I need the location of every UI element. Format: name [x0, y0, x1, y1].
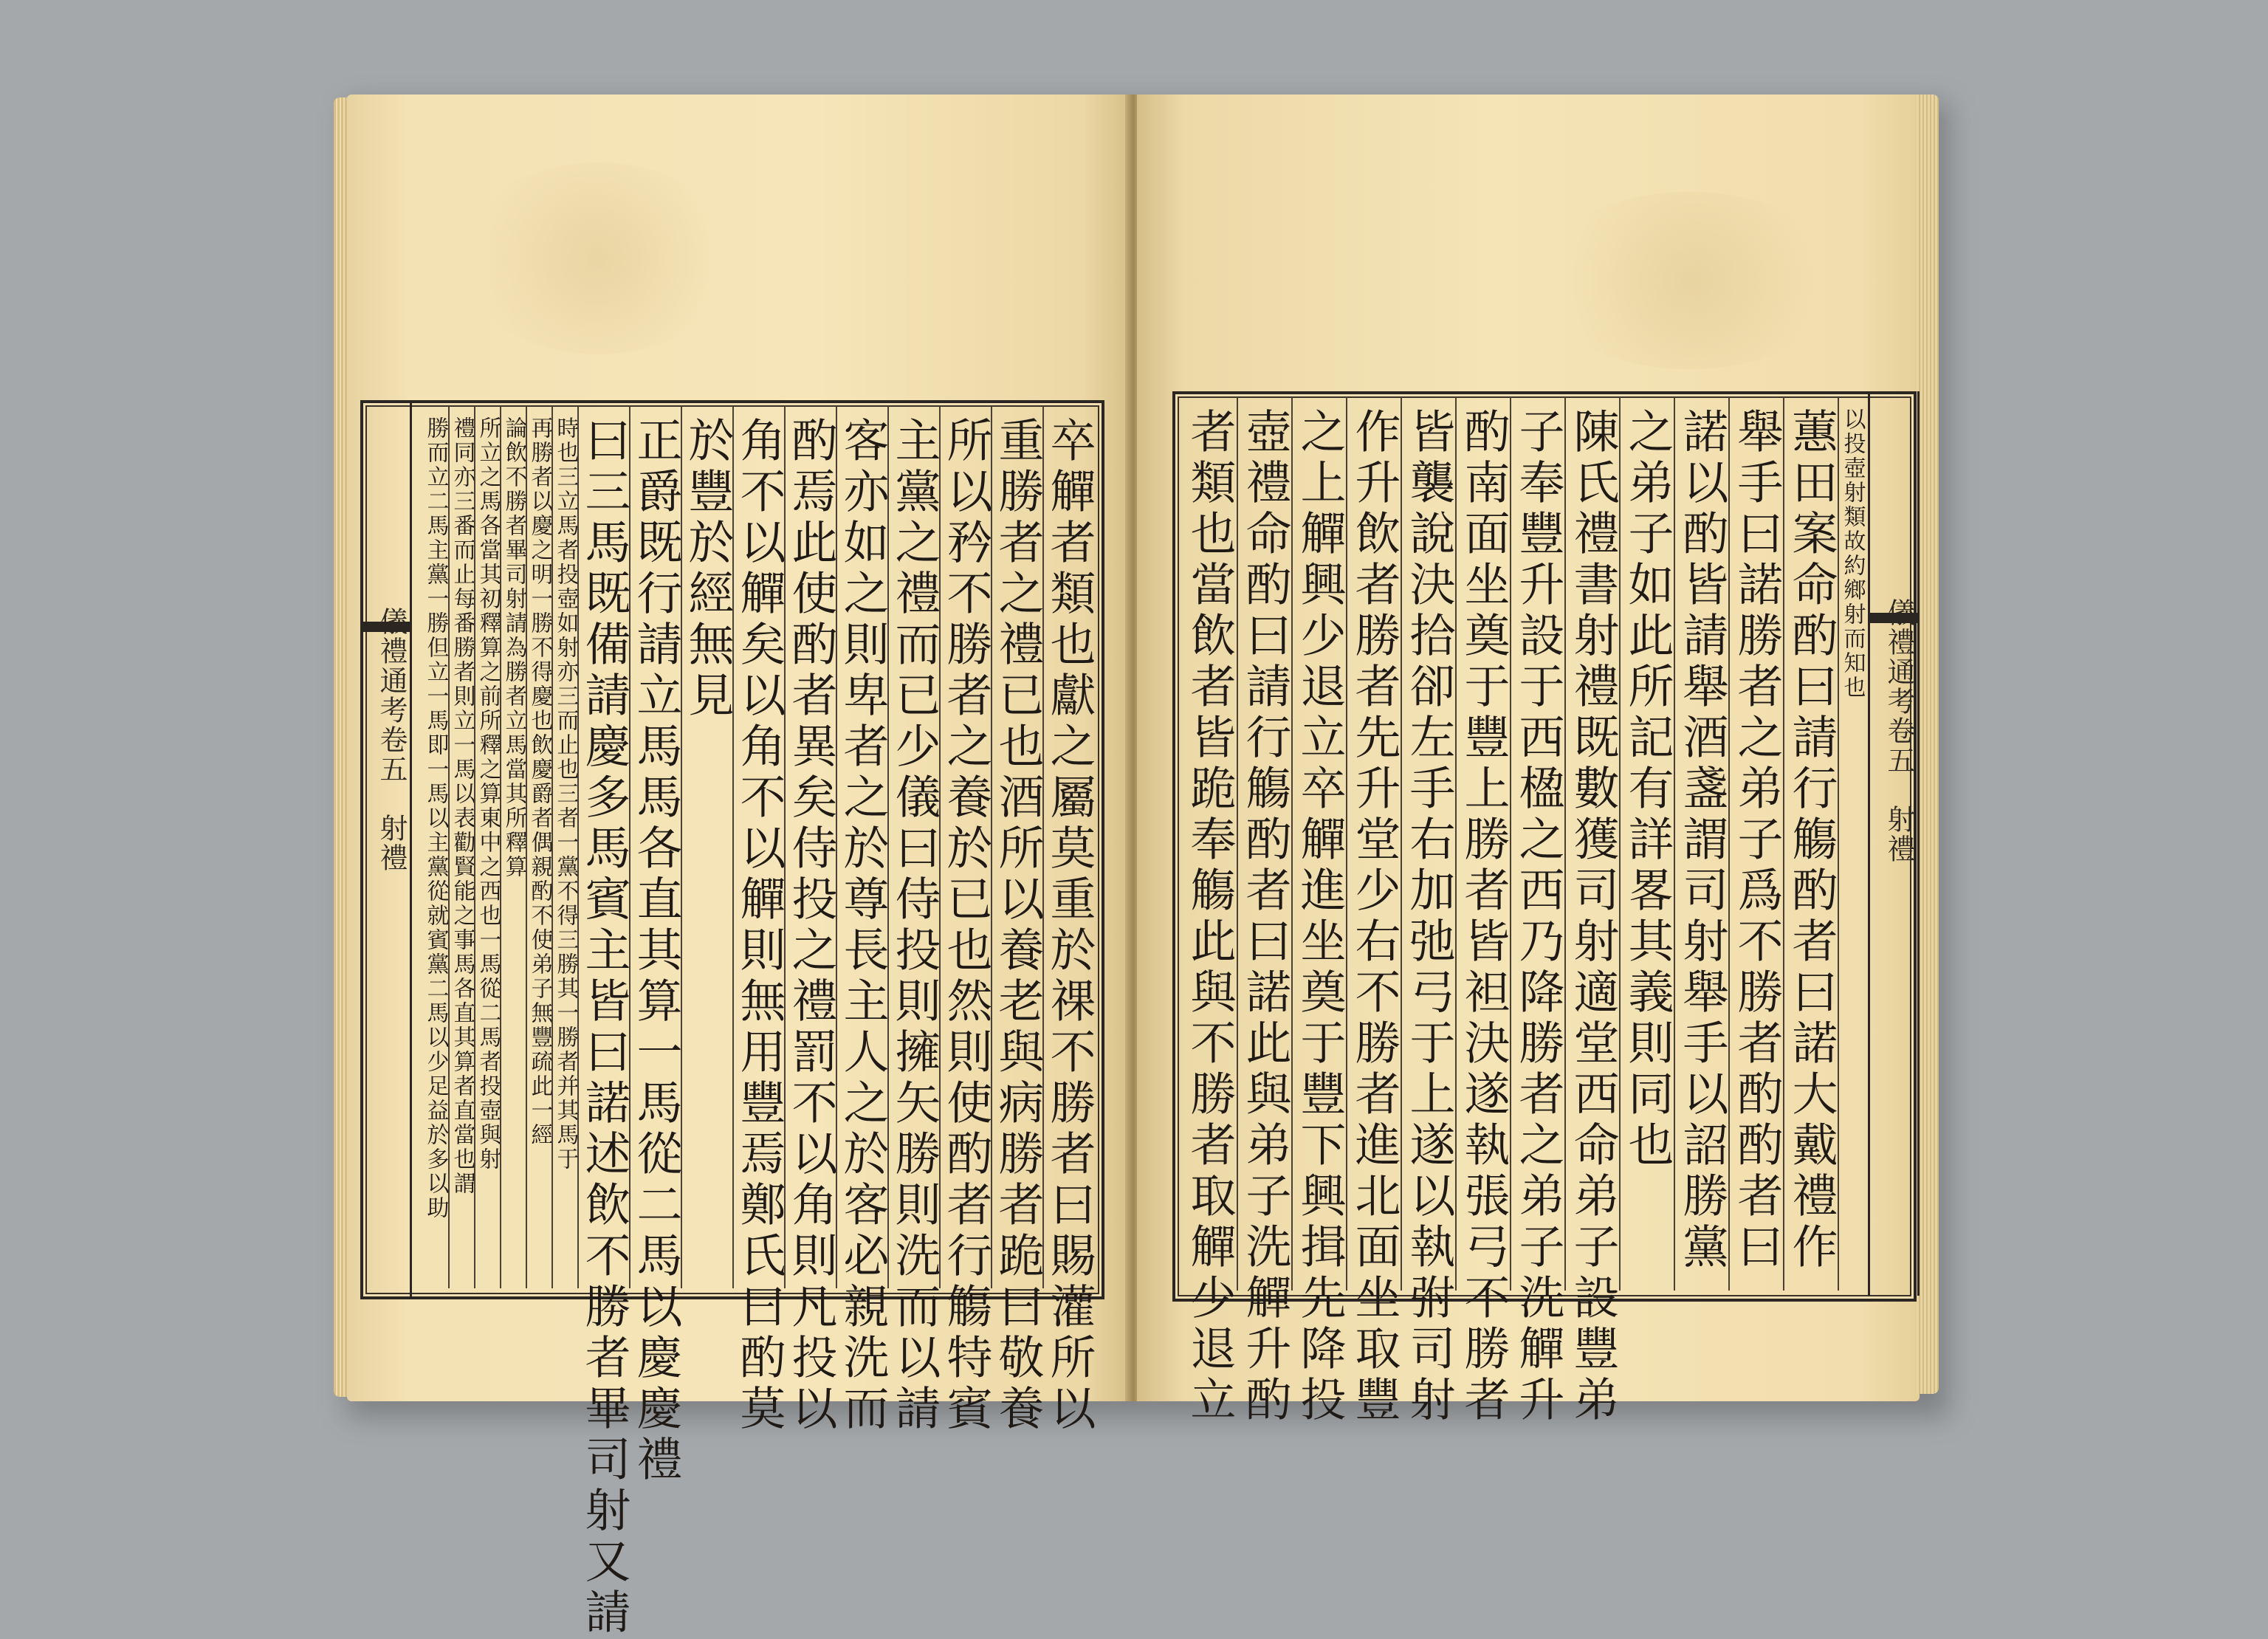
text-column: [1674, 397, 1728, 1291]
text-column: [836, 406, 890, 1435]
text-column: [1291, 397, 1347, 1426]
text-column: [1182, 397, 1237, 1426]
commentary-column: [500, 406, 526, 1288]
commentary-text: 再勝者以慶之明一勝不得慶也飲慶爵者偶親酌不使弟子無豐疏此一經: [526, 416, 553, 1147]
text-column: [991, 406, 1045, 1435]
text-column: [939, 406, 993, 1435]
commentary-text: 禮同亦三番而止每番勝者則立一馬以表勸賢能之事馬各直其算者直當也謂: [449, 416, 475, 1196]
commentary-column: [526, 406, 551, 1288]
text-column: [1042, 406, 1096, 1435]
column-text: 酌焉此使酌者異矣侍投之禮罰不以角則凡投以: [784, 416, 838, 1435]
column-text: 作升飲者勝者先升堂少右不勝者進北面坐取豐: [1347, 408, 1401, 1426]
column-text: 子奉豐升設于西楹之西乃降勝者之弟子洗觶升: [1511, 408, 1565, 1426]
right-page-edges: [1917, 95, 1939, 1394]
paper-stain: [1536, 192, 1846, 369]
column-text: 諾以酌皆請舉酒盞謂司射舉手以詔勝黨: [1675, 408, 1729, 1274]
text-column: [577, 406, 631, 1639]
commentary-column: [474, 406, 500, 1288]
text-column: [629, 406, 683, 1486]
commentary-text: 所立之馬各當其初釋算之前所釋之算東中之西也一馬從二馬者投壺與射: [475, 416, 501, 1172]
commentary-column: [551, 406, 577, 1288]
left-fold-margin: [360, 400, 412, 1299]
commentary-text: 勝而立二馬主黨一勝但立一馬即一馬以主黨從就賓黨二馬以少足益於多以助: [422, 416, 449, 1220]
column-text: 客亦如之則卑者之於尊長主人之於客必親洗而: [836, 416, 890, 1435]
column-text: 皆襲說決拾卻左手右加弛弓于上遂以執弣司射: [1402, 408, 1456, 1426]
column-text: 舉手曰諾勝者之弟子爲不勝者酌酌者曰: [1730, 408, 1784, 1274]
right-text-columns: [1178, 397, 1866, 1426]
text-column: [887, 406, 941, 1435]
text-column: [1346, 397, 1401, 1426]
text-column: [1455, 397, 1511, 1426]
column-text: 於豐於經無見: [681, 416, 735, 722]
column-text: 之弟子如此所記有詳畧其義則同也: [1621, 408, 1674, 1172]
commentary-column: [422, 406, 448, 1288]
show-through-text: [1698, 118, 1760, 369]
text-column: [1728, 397, 1783, 1291]
column-text: 酌南面坐奠于豐上勝者皆袒決遂執張弓不勝者: [1457, 408, 1511, 1426]
right-fold-margin-title: 儀禮通考卷五 射禮: [1883, 598, 1915, 864]
left-text-columns: [415, 406, 1096, 1639]
column-text: 重勝者之禮已也酒所以養老與病勝者跪曰敬養: [991, 416, 1045, 1435]
column-text: 之上觶興少退立卒觶進坐奠于豐下興揖先降投: [1293, 408, 1347, 1426]
text-column: [1783, 397, 1838, 1291]
column-text: 壺禮命酌曰請行觴酌者曰諾此與弟子洗觶升酌: [1238, 408, 1292, 1426]
column-text: 主黨之禮而已少儀曰侍投則擁矢勝則洗而以請: [887, 416, 941, 1435]
text-column: [732, 406, 786, 1435]
text-column: [1619, 397, 1674, 1291]
text-column: [1564, 397, 1620, 1426]
text-column: [784, 406, 838, 1435]
column-text: 曰三馬既備請慶多馬賓主皆曰諾述飲不勝者畢司射又請: [577, 416, 631, 1639]
column-text: 者類也當飲者皆跪奉觴此與不勝者取觶少退立: [1183, 408, 1237, 1426]
commentary-column: [1838, 397, 1865, 1291]
column-text: 所以矜不勝者之養於已也然則使酌者行觴特賓: [939, 416, 993, 1435]
column-text: 蕙田案命酌曰請行觴酌者曰諾大戴禮作: [1784, 408, 1838, 1274]
commentary-text: 以投壺射類故約鄉射而知也: [1839, 408, 1866, 700]
commentary-text: 論飲不勝者畢司射請為勝者立馬當其所釋算: [501, 416, 527, 879]
commentary-text: 時也三立馬者投壺如射亦三而止也三者一黨不得三勝其一勝者并其馬于: [552, 416, 579, 1172]
column-text: 陳氏禮書射禮既數獲司射適堂西命弟子設豐弟: [1566, 408, 1620, 1426]
right-fold-margin: [1868, 391, 1920, 1296]
text-column: [1237, 397, 1292, 1426]
commentary-column: [448, 406, 474, 1288]
column-text: 角不以觶矣以角不以觶則無用豐焉鄭氏曰酌莫: [732, 416, 786, 1435]
text-column: [681, 406, 735, 1288]
column-text: 正爵既行請立馬馬各直其算一馬從二馬以慶慶禮: [629, 416, 683, 1486]
column-text: 卒觶者類也獻之屬莫重於祼不勝者曰賜灌所以: [1042, 416, 1096, 1435]
left-fold-margin-title: 儀禮通考卷五 射禮: [375, 607, 408, 873]
text-column: [1401, 397, 1456, 1426]
paper-stain: [458, 162, 738, 354]
text-column: [1510, 397, 1565, 1426]
